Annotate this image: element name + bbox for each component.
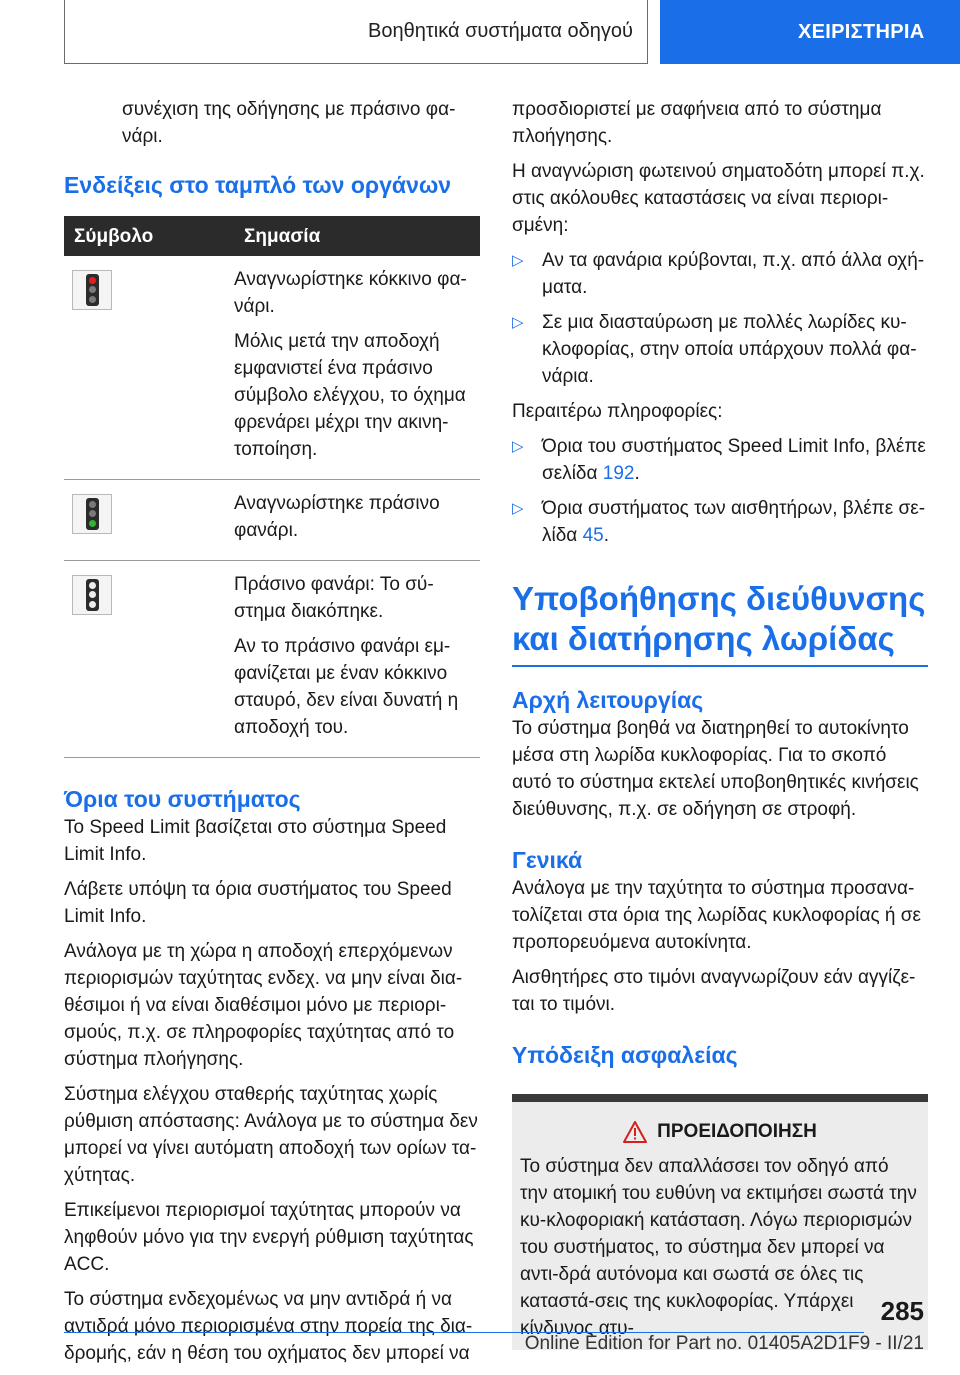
page-link-192[interactable]: 192 xyxy=(602,463,635,484)
bullet-triangle-icon: ▷ xyxy=(512,252,524,269)
header-chapter-tab[interactable] xyxy=(660,0,960,64)
traffic-light-green-icon xyxy=(72,494,112,534)
general-heading: Γενικά xyxy=(512,847,583,873)
bullet-triangle-icon: ▷ xyxy=(512,438,524,455)
left-column xyxy=(64,96,480,1375)
limits-heading: Όρια του συστήματος xyxy=(64,786,301,812)
section-rule xyxy=(512,665,928,667)
table-header-meaning: Σημασία xyxy=(234,216,480,256)
warning-triangle-icon xyxy=(623,1121,647,1143)
page-link-45[interactable]: 45 xyxy=(582,525,604,546)
symbol-table xyxy=(64,216,480,758)
bullet-list xyxy=(512,247,928,390)
edition-text: Online Edition for Part no. 01405A2D1F9 - II/21 xyxy=(524,1333,924,1354)
link-list xyxy=(512,433,928,549)
bullet-triangle-icon: ▷ xyxy=(512,500,524,517)
list-item: ▷ Σε μια διασταύρωση με πολλές λωρίδες κυ-κλοφορίας, στην οποία υπάρχουν πολλά φα-νάρια. xyxy=(512,309,928,390)
page-number: 285 xyxy=(880,1296,924,1326)
right-column xyxy=(512,96,928,1350)
list-item: ▷ Όρια συστήματος των αισθητήρων, βλέπε σε-λίδα 45. xyxy=(512,495,928,549)
table-header-symbol: Σύμβολο xyxy=(64,216,234,256)
table-cell-text: Αν το πράσινο φανάρι εμ-φανίζεται με έναν κόκκινο σταυρό, δεν είναι δυνατή η αποδοχή του. xyxy=(234,636,459,738)
principle-heading: Αρχή λειτουργίας xyxy=(512,687,704,713)
limits-paragraph: Ανάλογα με τη χώρα η αποδοχή επερχόμενων περιορισμών ταχύτητας ενδεχ. να μην είναι δια-θέσιμοι ή να είναι διαθέσιμοι μόνο με περιορι-σμούς, π.χ. σε πληροφορίες ταχύτητας από το σύστημα πλοήγησης. xyxy=(64,941,463,1070)
traffic-light-off-icon xyxy=(72,575,112,615)
limits-paragraph: Το Speed Limit βασίζεται στο σύστημα Speed Limit Info. xyxy=(64,817,447,865)
more-info-label: Περαιτέρω πληροφορίες: xyxy=(512,401,723,422)
table-row xyxy=(64,480,480,561)
section-heading: Υποβοήθησης διεύθυνσης και διατήρησης λωρίδας xyxy=(512,580,926,657)
limits-paragraph: Το σύστημα ενδεχομένως να μην αντιδρά ή να αντιδρά μόνο περιορισμένα στην πορεία της δια-δρομής, εάν η θέση του οχήματος δεν μπορεί να xyxy=(64,1289,473,1364)
header-chapter-label: ΧΕΙΡΙΣΤΗΡΙΑ xyxy=(798,20,925,43)
table-cell-text: Πράσινο φανάρι: Το σύ-στημα διακόπηκε. xyxy=(234,574,434,622)
body-paragraph: προσδιοριστεί με σαφήνεια από το σύστημα πλοήγησης. xyxy=(512,99,882,147)
continuation-text: συνέχιση της οδήγησης με πράσινο φα-νάρι. xyxy=(122,99,456,147)
table-cell-text: Αναγνωρίστηκε πράσινο φανάρι. xyxy=(234,493,440,541)
warning-box xyxy=(512,1094,928,1350)
body-paragraph: Η αναγνώριση φωτεινού σηματοδότη μπορεί π.χ. στις ακόλουθες καταστάσεις να είναι περιορι-σμένη: xyxy=(512,161,925,236)
header-section-title: Βοηθητικά συστήματα οδηγού xyxy=(368,20,633,42)
table-cell-text: Μόλις μετά την αποδοχή εμφανιστεί ένα πράσινο σύμβολο ελέγχου, το όχημα φρενάρει μέχρι την ακινη-τοποίηση. xyxy=(234,331,466,460)
indicators-heading: Ενδείξεις στο ταμπλό των οργάνων xyxy=(64,172,452,198)
limits-paragraph: Επικείμενοι περιορισμοί ταχύτητας μπορούν να ληφθούν μόνο για την ενεργή ρύθμιση ταχύτητας ACC. xyxy=(64,1200,474,1275)
list-item: ▷ Όρια του συστήματος Speed Limit Info, βλέπε σελίδα 192. xyxy=(512,433,928,487)
safety-heading: Υπόδειξη ασφαλείας xyxy=(512,1042,738,1068)
warning-text: Το σύστημα δεν απαλλάσσει τον οδηγό από την ατομική του ευθύνη να εκτιμήσει σωστά την κυ-κλοφοριακή κατάσταση. Λόγω περιορισμών του συστήματος, το σύστημα δεν μπορεί να αντι-δρά αυτόνομα και σωστά σε όλες τις καταστά-σεις της κυκλοφορίας. Υπάρχει κίνδυνος ατυ- xyxy=(520,1156,917,1339)
list-item: ▷ Αν τα φανάρια κρύβονται, π.χ. από άλλα οχή-ματα. xyxy=(512,247,928,301)
limits-paragraph: Σύστημα ελέγχου σταθερής ταχύτητας χωρίς ρύθμιση απόστασης: Ανάλογα με το σύστημα δεν μπορεί να γίνει αυτόματη αποδοχή των ορίων τα-χύτητας. xyxy=(64,1084,478,1186)
limits-paragraph: Λάβετε υπόψη τα όρια συστήματος του Speed Limit Info. xyxy=(64,879,452,927)
header-section-box xyxy=(64,0,648,64)
general-paragraph: Ανάλογα με την ταχύτητα το σύστημα προσανα-τολίζεται στα όρια της λωρίδας κυκλοφορίας ή σε προπορευόμενα αυτοκίνητα. xyxy=(512,878,921,953)
general-paragraph: Αισθητήρες στο τιμόνι αναγνωρίζουν εάν αγγίζε-ται το τιμόνι. xyxy=(512,967,916,1015)
bullet-triangle-icon: ▷ xyxy=(512,314,524,331)
table-cell-text: Αναγνωρίστηκε κόκκινο φα-νάρι. xyxy=(234,269,467,317)
table-row xyxy=(64,561,480,758)
principle-text: Το σύστημα βοηθά να διατηρηθεί το αυτοκίνητο μέσα στη λωρίδα κυκλοφορίας. Για το σκοπό αυτό το σύστημα εκτελεί υποβοηθητικές κινήσεις διεύθυνσης, π.χ. σε οδήγηση σε στροφή. xyxy=(512,718,919,820)
table-header-row xyxy=(64,216,480,256)
table-row xyxy=(64,256,480,480)
traffic-light-red-icon xyxy=(72,270,112,310)
warning-title: ΠΡΟΕΙΔΟΠΟΙΗΣΗ xyxy=(657,1121,817,1142)
